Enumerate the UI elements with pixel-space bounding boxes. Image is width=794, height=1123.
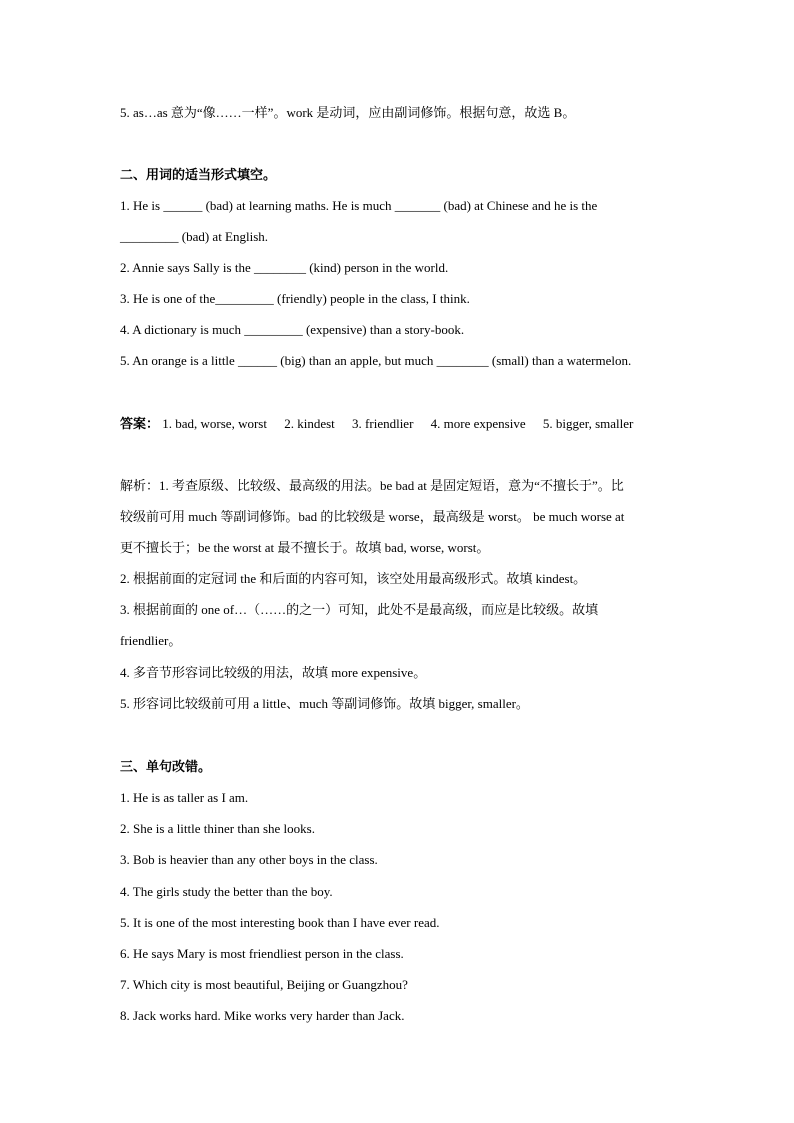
analysis-line-3: 更不擅长于；be the worst at 最不擅长于。故填 bad, worse, worst。 [120, 540, 490, 555]
answer-item: 3. friendlier [352, 416, 414, 431]
answers-line [120, 415, 680, 433]
fill-question-4: 4. A dictionary is much _________ (expensive) than a story-book. [120, 322, 465, 337]
answer-item: 1. bad, worse, worst [162, 416, 267, 431]
analysis-line-5: 3. 根据前面的 one of…（……的之一）可知，此处不是最高级，而应是比较级。故填 [120, 602, 599, 617]
fill-question-5: 5. An orange is a little ______ (big) than an apple, but much ________ (small) than a watermelon. [120, 353, 632, 368]
analysis-line-4: 2. 根据前面的定冠词 the 和后面的内容可知，该空处用最高级形式。故填 kindest。 [120, 571, 587, 586]
fill-question-3: 3. He is one of the_________ (friendly) people in the class, I think. [120, 291, 470, 306]
correction-item-6: 6. He says Mary is most friendliest person in the class. [120, 946, 404, 961]
fill-question-2: 2. Annie says Sally is the ________ (kind) person in the world. [120, 260, 449, 275]
fill-question-1a: 1. He is ______ (bad) at learning maths. He is much _______ (bad) at Chinese and he is the [120, 198, 598, 213]
fill-question-1b: _________ (bad) at English. [120, 229, 269, 244]
intro-explanation: 5. as…as 意为“像……一样”。work 是动词，应由副词修饰。根据句意，故选 B。 [120, 105, 576, 120]
answers-label: 答案： [120, 416, 160, 431]
analysis-line-8: 5. 形容词比较级前可用 a little、much 等副词修饰。故填 bigger, smaller。 [120, 696, 529, 711]
correction-item-2: 2. She is a little thiner than she looks. [120, 821, 315, 836]
analysis-line-1: 解析：1. 考查原级、比较级、最高级的用法。be bad at 是固定短语，意为“不擅长于”。比 [120, 478, 624, 493]
correction-item-8: 8. Jack works hard. Mike works very harder than Jack. [120, 1008, 405, 1023]
analysis-line-7: 4. 多音节形容词比较级的用法，故填 more expensive。 [120, 665, 427, 680]
correction-item-5: 5. It is one of the most interesting book than I have ever read. [120, 915, 440, 930]
correction-item-1: 1. He is as taller as I am. [120, 790, 249, 805]
analysis-line-6: friendlier。 [120, 633, 182, 648]
section2-heading: 二、用词的适当形式填空。 [120, 167, 277, 182]
answer-item: 5. bigger, smaller [542, 416, 634, 431]
answer-item: 2. kindest [284, 416, 335, 431]
correction-item-7: 7. Which city is most beautiful, Beijing or Guangzhou? [120, 977, 408, 992]
answer-item: 4. more expensive [430, 416, 526, 431]
analysis-line-2: 较级前可用 much 等副词修饰。bad 的比较级是 worse，最高级是 worst。 be much worse at [120, 509, 625, 524]
correction-item-3: 3. Bob is heavier than any other boys in the class. [120, 852, 378, 867]
correction-item-4: 4. The girls study the better than the boy. [120, 884, 333, 899]
section3-heading: 三、单句改错。 [120, 759, 212, 774]
